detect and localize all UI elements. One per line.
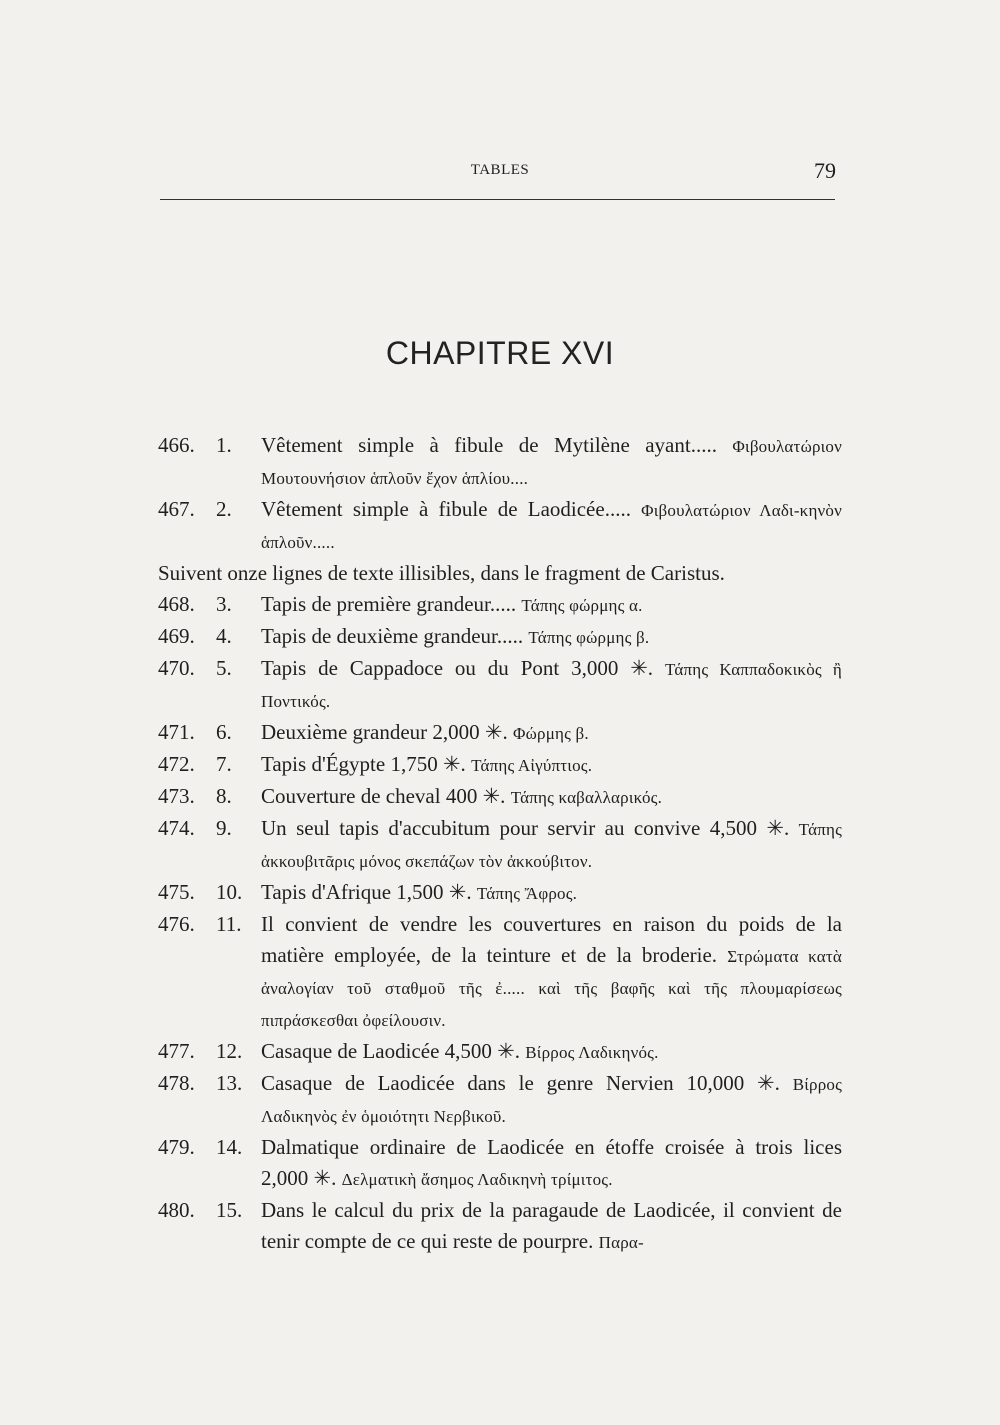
entry-number: 467.	[158, 497, 195, 521]
entry-text: Tapis de Cappadoce ou du Pont 3,000 ✳.	[261, 656, 654, 680]
entry-number: 479.	[158, 1135, 195, 1159]
entry-text: Casaque de Laodicée 4,500 ✳.	[261, 1039, 521, 1063]
entry-greek: Τάπης Αἰγύπτιος.	[471, 756, 593, 775]
entry-number: 468.	[158, 592, 195, 616]
entry-number: 472.	[158, 752, 195, 776]
entry-subnumber: 11.	[216, 912, 242, 936]
entry-text: Vêtement simple à fibule de Mytilène ayant.....	[261, 433, 717, 457]
entry-480	[158, 1195, 842, 1258]
entry-subnumber: 3.	[216, 592, 232, 616]
entry-subnumber: 9.	[216, 816, 232, 840]
entry-number: 480.	[158, 1198, 195, 1222]
entry-subnumber: 1.	[216, 433, 232, 457]
entry-greek: Δελματικὴ ἄσημος Λαδικηνὴ τρίμιτος.	[341, 1170, 613, 1189]
entry-text: Vêtement simple à fibule de Laodicée.....	[261, 497, 631, 521]
entry-greek: Τάπης Ἄφρος.	[476, 884, 578, 903]
page-number: 79	[814, 158, 836, 183]
entry-text: Tapis de première grandeur.....	[261, 592, 517, 616]
entry-greek: Στρώματα κατὰ ἀναλογίαν τοῦ σταθμοῦ τῆς ἐ..... καὶ τῆς βαφῆς καὶ τῆς πλουμαρίσεως πιπράσκεσθαι ὀφείλουσιν.	[261, 947, 842, 1030]
entry-greek: Τάπης καβαλλαρικός.	[510, 788, 663, 807]
entry-467	[158, 494, 842, 558]
entry-subnumber: 10.	[216, 880, 243, 904]
entry-text: Deuxième grandeur 2,000 ✳.	[261, 720, 508, 744]
entry-subnumber: 2.	[216, 497, 232, 521]
entry-number: 474.	[158, 816, 195, 840]
entry-466	[158, 430, 842, 494]
entry-479	[158, 1132, 842, 1195]
entry-number: 473.	[158, 784, 195, 808]
entry-subnumber: 14.	[216, 1135, 243, 1159]
entry-subnumber: 12.	[216, 1039, 243, 1063]
entry-text: Casaque de Laodicée dans le genre Nervien 10,000 ✳.	[261, 1071, 780, 1095]
entry-subnumber: 4.	[216, 624, 232, 648]
note-text: Suivent onze lignes de texte illisibles, dans le fragment de Caristus.	[158, 561, 725, 585]
entry-text: Dans le calcul du prix de la paragaude de Laodicée, il convient de tenir compte de ce qui reste de pourpre.	[261, 1198, 842, 1253]
entry-number: 476.	[158, 912, 195, 936]
entry-greek: Τάπης ἀκκουβιτᾶρις μόνος σκεπάζων τὸν ἀκκούβιτον.	[261, 820, 842, 871]
chapter-title: CHAPITRE XVI	[385, 335, 615, 371]
entry-number: 471.	[158, 720, 195, 744]
entry-469	[158, 621, 842, 653]
entry-474	[158, 813, 842, 877]
entry-text: Il convient de vendre les couvertures en raison du poids de la matière employée, de la teinture et de la broderie.	[261, 912, 842, 967]
entry-subnumber: 6.	[216, 720, 232, 744]
entry-473	[158, 781, 842, 813]
entry-greek: Φώρμης β.	[513, 724, 589, 743]
entry-text: Dalmatique ordinaire de Laodicée en étoffe croisée à trois lices 2,000 ✳.	[261, 1135, 842, 1190]
entry-470	[158, 653, 842, 717]
entry-478	[158, 1068, 842, 1132]
entry-text: Tapis d'Afrique 1,500 ✳.	[261, 880, 472, 904]
entry-number: 469.	[158, 624, 195, 648]
entry-greek: Φιβουλατώριον Λαδι-κηνὸν ἁπλοῦν.....	[261, 501, 843, 552]
entry-subnumber: 5.	[216, 656, 232, 680]
entry-greek: Τάπης Καππαδοκικὸς ἢ Ποντικός.	[261, 660, 842, 711]
entry-subnumber: 8.	[216, 784, 232, 808]
entry-472	[158, 749, 842, 781]
entry-greek: Βίρρος Λαδικηνός.	[525, 1043, 659, 1062]
illegible-note	[158, 558, 842, 589]
entry-text: Couverture de cheval 400 ✳.	[261, 784, 506, 808]
entry-477	[158, 1036, 842, 1068]
entry-greek: Φιβουλατώριον Μουτουνήσιον ἁπλοῦν ἔχον ἁπλίου....	[261, 437, 843, 488]
entry-text: Tapis de deuxième grandeur.....	[261, 624, 524, 648]
running-head-title: TABLES	[470, 162, 530, 178]
entry-subnumber: 7.	[216, 752, 232, 776]
entry-subnumber: 15.	[216, 1198, 243, 1222]
entry-number: 470.	[158, 656, 195, 680]
entry-greek: Τάπης φώρμης β.	[528, 628, 650, 647]
entry-subnumber: 13.	[216, 1071, 243, 1095]
entry-475	[158, 877, 842, 909]
entry-number: 478.	[158, 1071, 195, 1095]
entry-number: 475.	[158, 880, 195, 904]
running-head	[160, 158, 840, 186]
entry-greek: Τάπης φώρμης α.	[521, 596, 643, 615]
entry-greek: Παρα-	[598, 1233, 644, 1252]
entry-greek: Βίρρος Λαδικηνὸς ἐν ὁμοιότητι Νερβικοῦ.	[261, 1075, 843, 1126]
header-rule	[160, 199, 835, 200]
entry-text: Un seul tapis d'accubitum pour servir au convive 4,500 ✳.	[261, 816, 790, 840]
entry-list	[158, 430, 842, 1258]
entry-471	[158, 717, 842, 749]
entry-text: Tapis d'Égypte 1,750 ✳.	[261, 752, 466, 776]
entry-number: 477.	[158, 1039, 195, 1063]
entry-476	[158, 909, 842, 1036]
entry-number: 466.	[158, 433, 195, 457]
entry-468	[158, 589, 842, 621]
